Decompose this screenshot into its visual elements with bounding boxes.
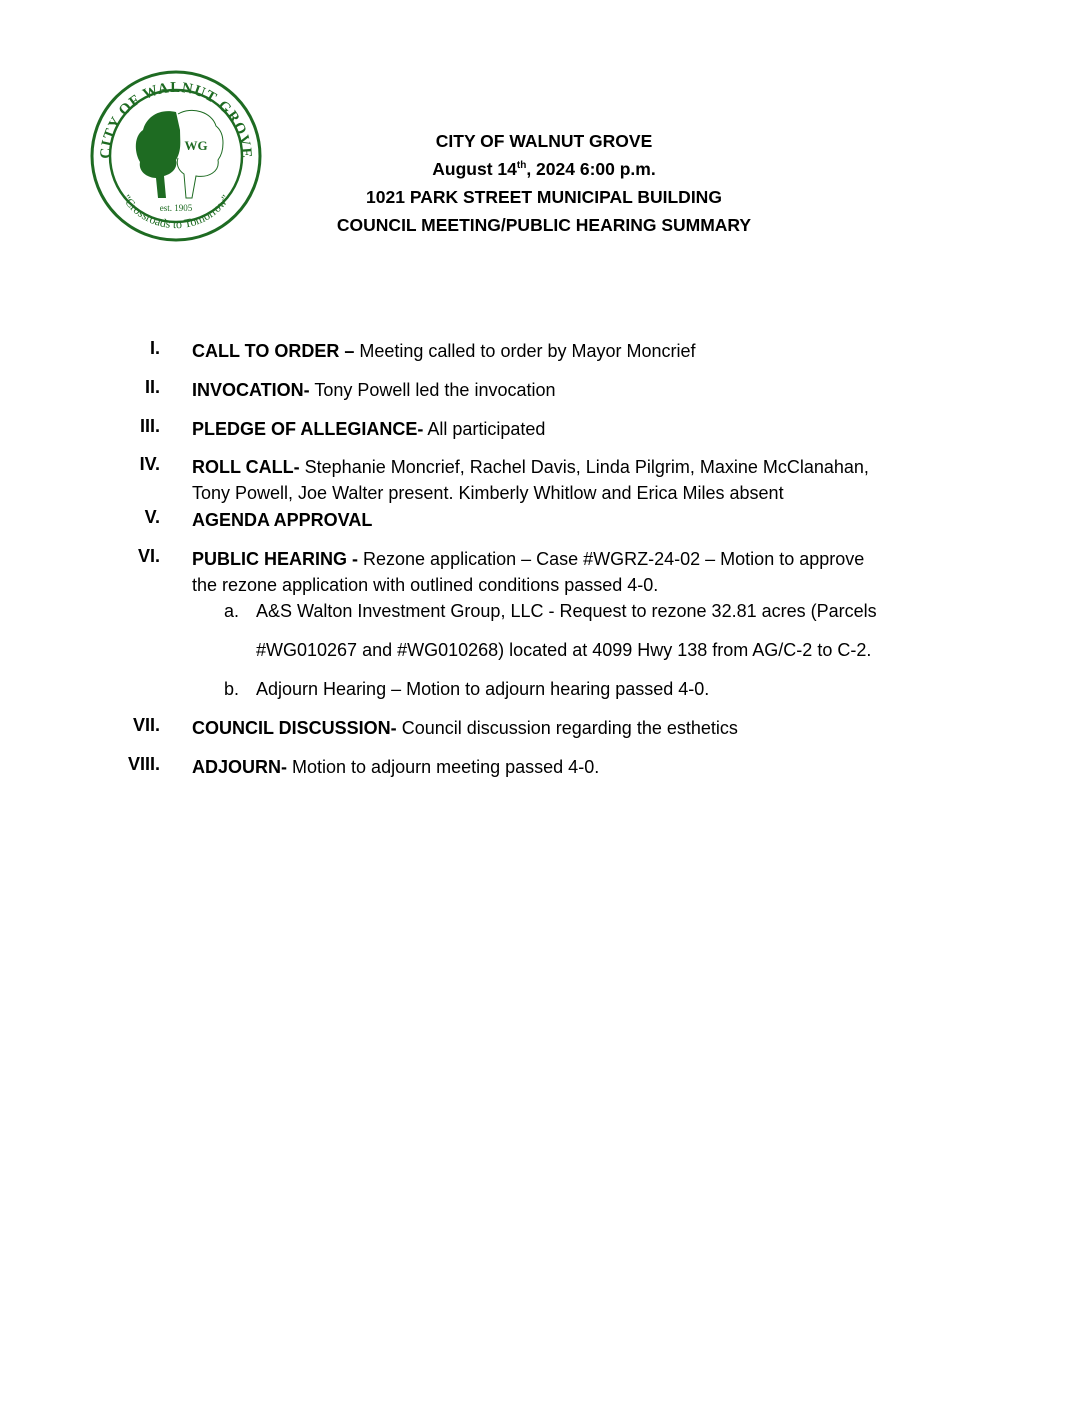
date-suffix: , 2024 6:00 p.m. bbox=[526, 159, 656, 179]
item-text: All participated bbox=[423, 419, 546, 439]
subitem-letter: a. bbox=[224, 601, 240, 621]
item-title: AGENDA APPROVAL bbox=[192, 510, 373, 530]
date-sup: th bbox=[516, 160, 527, 172]
subitem: Adjourn Hearing – Motion to adjourn hearing passed 4-0. bbox=[256, 679, 710, 699]
agenda-item bbox=[192, 377, 556, 403]
item-number: VI. bbox=[137, 546, 160, 566]
subitem-text-continued: #WG010267 and #WG010268) located at 4099 Hwy 138 from AG/C-2 to C-2. bbox=[256, 640, 872, 660]
item-title: COUNCIL DISCUSSION- bbox=[192, 718, 397, 738]
header-date bbox=[0, 159, 1088, 180]
item-title: PLEDGE OF ALLEGIANCE- bbox=[192, 419, 424, 439]
header-title: COUNCIL MEETING/PUBLIC HEARING SUMMARY bbox=[336, 215, 752, 235]
header-city: CITY OF WALNUT GROVE bbox=[435, 131, 653, 151]
svg-text:est. 1905: est. 1905 bbox=[159, 203, 193, 213]
item-text: Motion to adjourn meeting passed 4-0. bbox=[287, 757, 600, 777]
item-text: Stephanie Moncrief, Rachel Davis, Linda Pilgrim, Maxine McClanahan, bbox=[299, 457, 869, 477]
item-text: Meeting called to order by Mayor Moncrief bbox=[354, 341, 696, 361]
agenda-item bbox=[192, 715, 738, 741]
svg-text:WG: WG bbox=[184, 138, 208, 153]
item-title: ADJOURN- bbox=[192, 757, 288, 777]
item-number: VIII. bbox=[127, 754, 160, 774]
svg-text:"Crossroads to Tomorrow": "Crossroads to Tomorrow" bbox=[119, 192, 233, 232]
item-number: IV. bbox=[139, 454, 160, 474]
item-text: Rezone application – Case #WGRZ-24-02 – Motion to approve bbox=[358, 549, 865, 569]
agenda-item bbox=[192, 754, 599, 780]
item-title: INVOCATION- bbox=[192, 380, 310, 400]
item-title: PUBLIC HEARING - bbox=[192, 549, 358, 569]
header-location: 1021 PARK STREET MUNICIPAL BUILDING bbox=[366, 187, 722, 207]
item-title: CALL TO ORDER – bbox=[192, 341, 355, 361]
date-prefix: August 14 bbox=[432, 159, 517, 179]
subitem-text: A&S Walton Investment Group, LLC - Request to rezone 32.81 acres (Parcels bbox=[256, 601, 877, 621]
item-title: ROLL CALL- bbox=[192, 457, 300, 477]
item-number: V. bbox=[144, 507, 160, 527]
agenda-item bbox=[192, 546, 864, 598]
subitem bbox=[256, 598, 877, 624]
agenda-item bbox=[192, 507, 372, 533]
subitem-letter: b. bbox=[224, 679, 240, 699]
agenda-item bbox=[192, 338, 696, 364]
item-text-continued: the rezone application with outlined conditions passed 4-0. bbox=[192, 575, 659, 595]
agenda-item bbox=[192, 416, 545, 442]
svg-text:CITY OF WALNUT GROVE: CITY OF WALNUT GROVE bbox=[97, 79, 255, 160]
item-text-continued: Tony Powell, Joe Walter present. Kimberly Whitlow and Erica Miles absent bbox=[192, 483, 784, 503]
item-number: VII. bbox=[132, 715, 160, 735]
item-number: II. bbox=[144, 377, 160, 397]
agenda-item bbox=[192, 454, 869, 506]
item-text: Tony Powell led the invocation bbox=[309, 380, 556, 400]
item-text: Council discussion regarding the esthetics bbox=[396, 718, 738, 738]
item-number: III. bbox=[139, 416, 160, 436]
item-number: I. bbox=[149, 338, 160, 358]
